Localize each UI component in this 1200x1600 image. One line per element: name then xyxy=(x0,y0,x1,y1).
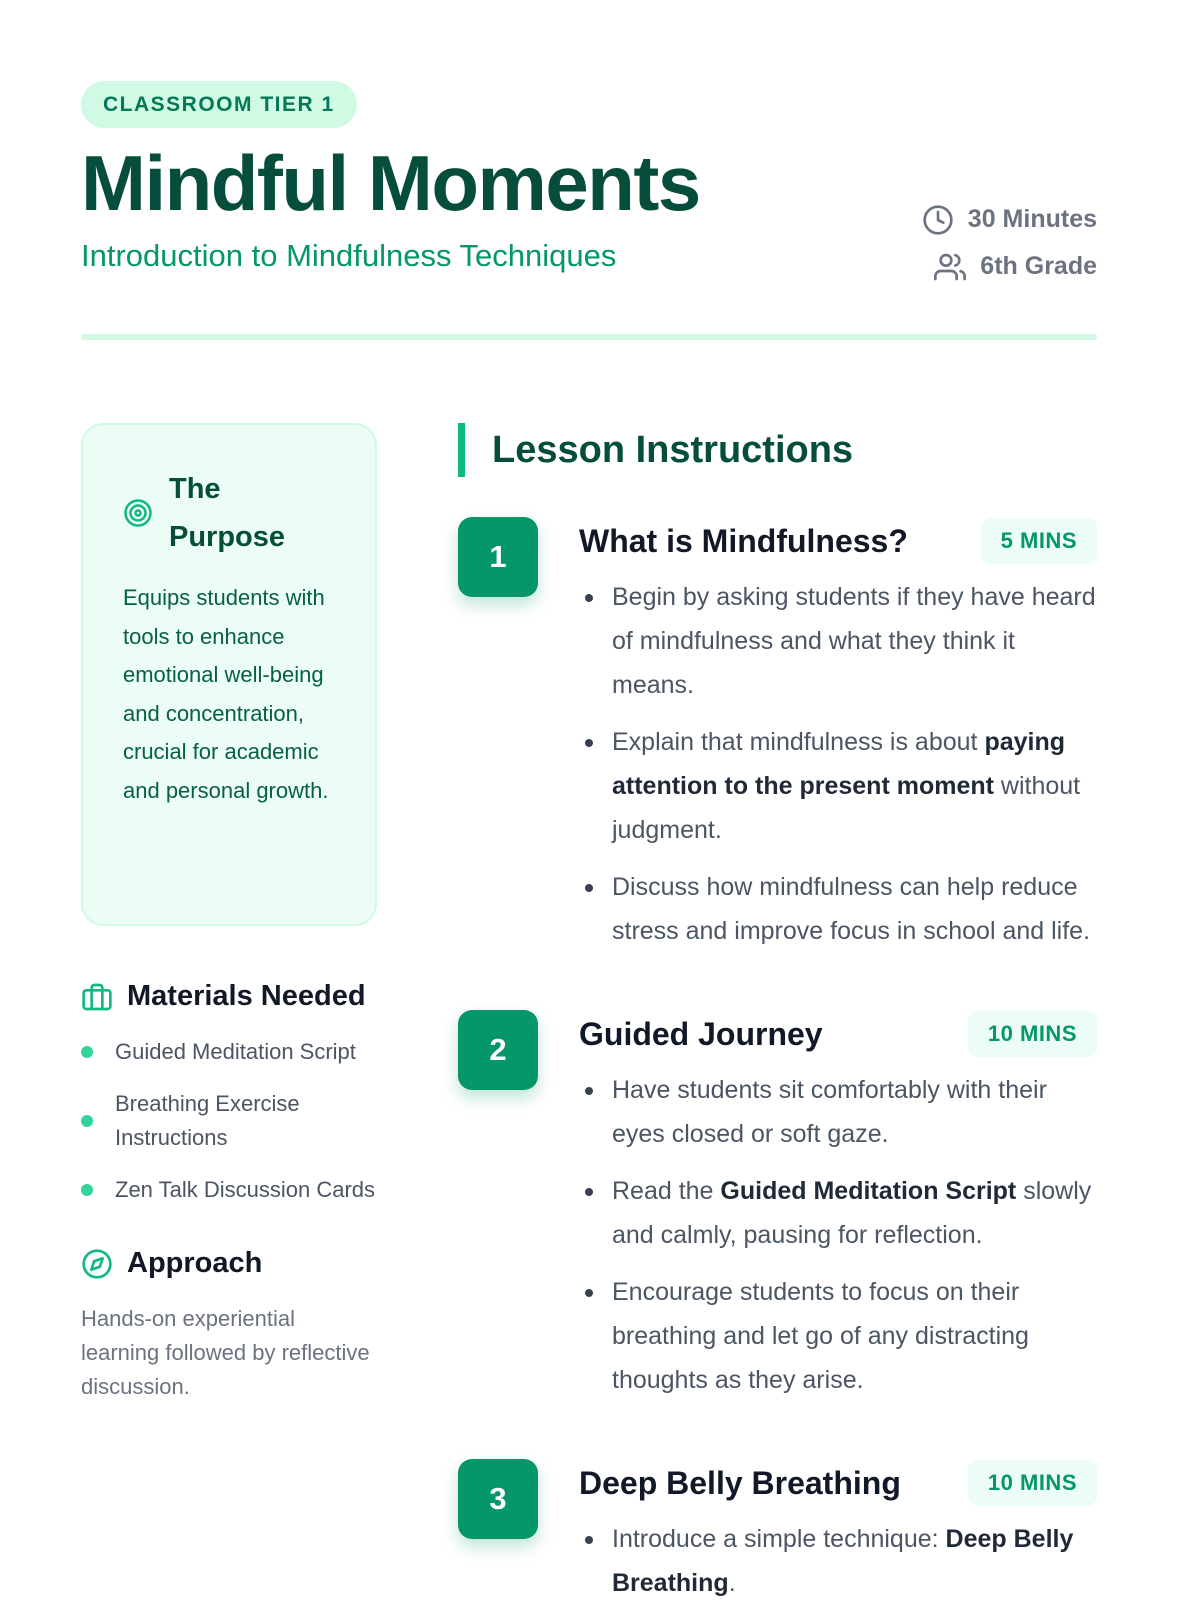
list-item xyxy=(81,1035,377,1069)
approach-section xyxy=(81,1247,377,1404)
step-body xyxy=(579,1459,1097,1600)
bullet-text: without judgment. xyxy=(612,772,1081,844)
bullet-text: Discuss how mindfulness can help reduce stress and improve focus in school and life. xyxy=(612,873,1091,945)
lesson-step xyxy=(458,517,1097,966)
page-subtitle: Introduction to Mindfulness Techniques xyxy=(81,238,617,273)
step-number: 2 xyxy=(458,1010,538,1090)
step-bullets xyxy=(579,1068,1097,1402)
emphasis-text: Deep Belly Breathing xyxy=(612,1525,1074,1597)
purpose-header xyxy=(123,465,335,561)
step-body xyxy=(579,517,1097,966)
purpose-title: The Purpose xyxy=(169,473,286,553)
list-item xyxy=(579,1517,1097,1600)
bullet-text: Encourage students to focus on their breathing and let go of any distracting thoughts as they arise. xyxy=(612,1278,1029,1394)
clock-icon xyxy=(922,204,954,236)
step-body xyxy=(579,1010,1097,1415)
materials-list xyxy=(81,1035,377,1207)
bullet-text: Introduce a simple technique: xyxy=(612,1525,946,1553)
lesson-step xyxy=(458,1010,1097,1415)
bullet-text: Have students sit comfortably with their eyes closed or soft gaze. xyxy=(612,1076,1047,1148)
bullet-dot xyxy=(81,1184,93,1196)
step-header xyxy=(579,517,1097,565)
approach-title: Approach xyxy=(127,1247,263,1279)
steps-list xyxy=(458,517,1097,1600)
step-number: 1 xyxy=(458,517,538,597)
bullet-text: Explain that mindfulness is about xyxy=(612,728,985,756)
list-item xyxy=(579,1270,1097,1402)
approach-header xyxy=(81,1247,377,1280)
bullet-text: slowly and calmly, pausing for reflection. xyxy=(612,1177,1092,1249)
step-title: Guided Journey xyxy=(579,1015,823,1052)
emphasis-text: Guided Meditation Script xyxy=(720,1177,1017,1205)
sidebar xyxy=(81,423,377,1404)
purpose-card xyxy=(81,423,377,926)
material-label: Guided Meditation Script xyxy=(115,1039,356,1064)
users-icon xyxy=(934,251,966,283)
step-header xyxy=(579,1459,1097,1507)
step-number: 3 xyxy=(458,1459,538,1539)
step-header xyxy=(579,1010,1097,1058)
materials-header xyxy=(81,980,377,1013)
materials-section xyxy=(81,980,377,1207)
bullet-text: Begin by asking students if they have heard of mindfulness and what they think it means. xyxy=(612,583,1096,699)
tier-badge: CLASSROOM TIER 1 xyxy=(81,81,357,128)
section-heading: Lesson Instructions xyxy=(458,423,1097,477)
target-icon xyxy=(123,498,153,528)
emphasis-text: paying attention to the present moment xyxy=(612,728,1066,800)
step-bullets xyxy=(579,1517,1097,1600)
approach-text: Hands-on experiential learning followed by reflective discussion. xyxy=(81,1306,370,1399)
grade-label: 6th Grade xyxy=(980,252,1097,280)
bullet-dot xyxy=(81,1115,93,1127)
bullet-text: Read the xyxy=(612,1177,721,1205)
bullet-dot xyxy=(81,1046,93,1058)
step-title: Deep Belly Breathing xyxy=(579,1464,901,1501)
list-item xyxy=(579,720,1097,852)
lesson-instructions xyxy=(458,423,1097,1600)
header-divider xyxy=(81,334,1097,340)
bullet-text: . xyxy=(728,1569,736,1597)
lesson-meta xyxy=(922,196,1097,290)
list-item xyxy=(81,1173,377,1207)
duration-meta xyxy=(922,196,1097,243)
step-title: What is Mindfulness? xyxy=(579,522,908,559)
briefcase-icon xyxy=(81,981,113,1013)
materials-title: Materials Needed xyxy=(127,980,366,1012)
purpose-text: Equips students with tools to enhance emotional well-being and concentration, crucial for academic and personal growth. xyxy=(123,585,329,803)
material-label: Breathing Exercise Instructions xyxy=(115,1091,300,1150)
list-item xyxy=(81,1087,377,1155)
list-item xyxy=(579,575,1097,707)
lesson-step xyxy=(458,1459,1097,1600)
list-item xyxy=(579,865,1097,953)
header xyxy=(81,0,1097,342)
duration-badge: 5 MINS xyxy=(981,518,1097,564)
duration-badge: 10 MINS xyxy=(968,1460,1097,1506)
duration-label: 30 Minutes xyxy=(967,205,1097,233)
page-title: Mindful Moments xyxy=(81,139,700,227)
material-label: Zen Talk Discussion Cards xyxy=(115,1177,376,1202)
grade-meta xyxy=(922,243,1097,290)
duration-badge: 10 MINS xyxy=(968,1011,1097,1057)
list-item xyxy=(579,1068,1097,1156)
list-item xyxy=(579,1169,1097,1257)
compass-icon xyxy=(81,1248,113,1280)
step-bullets xyxy=(579,575,1097,953)
